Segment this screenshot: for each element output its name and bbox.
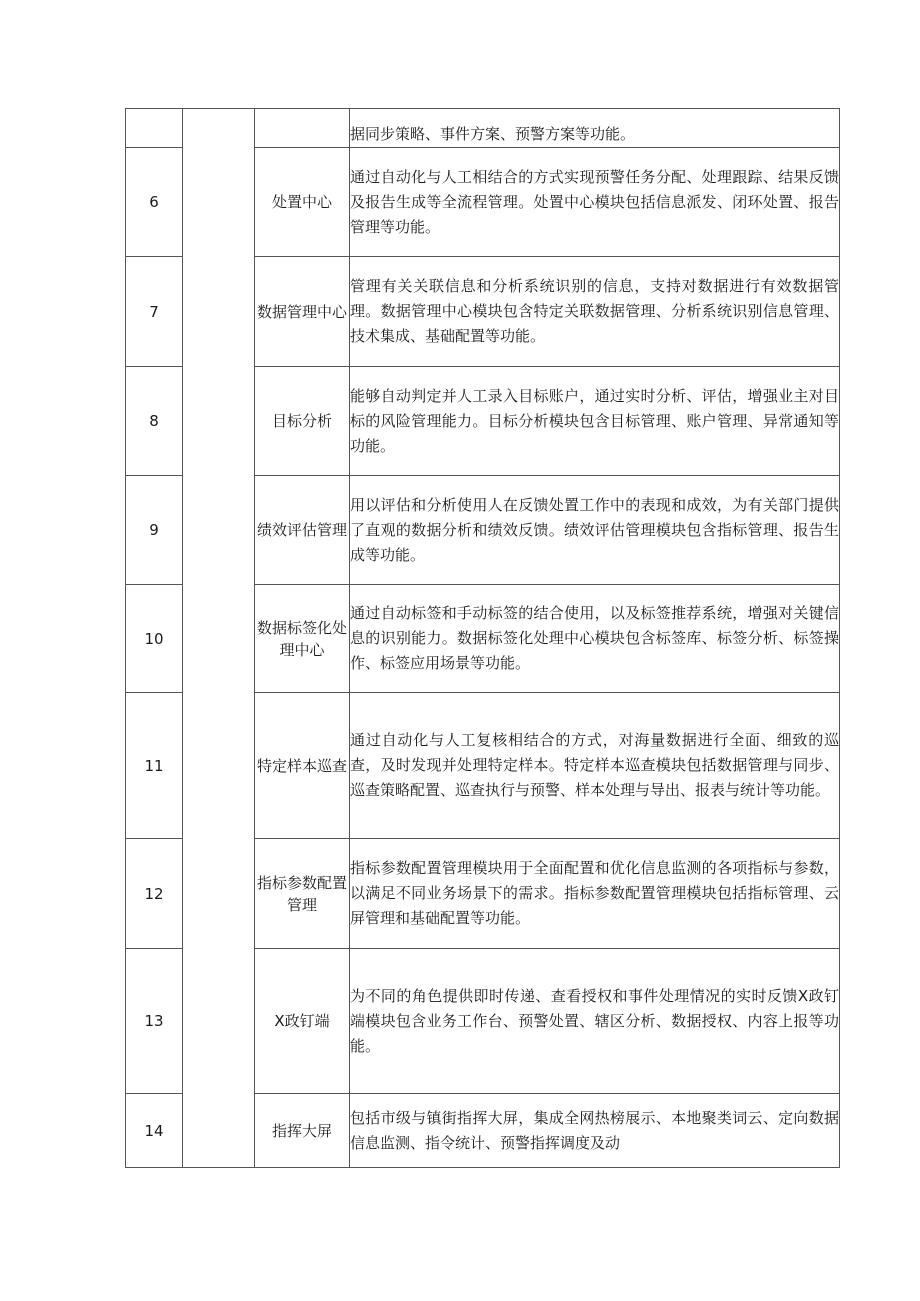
module-name: 指标参数配置管理 xyxy=(255,839,350,949)
module-description: 据同步策略、事件方案、预警方案等功能。 xyxy=(350,109,840,148)
row-number: 13 xyxy=(126,949,183,1094)
row-number: 12 xyxy=(126,839,183,949)
category-cell xyxy=(183,109,255,1168)
row-number xyxy=(126,109,183,148)
module-name xyxy=(255,109,350,148)
module-name: 数据管理中心 xyxy=(255,257,350,367)
module-name: 处置中心 xyxy=(255,148,350,257)
module-description: 指标参数配置管理模块用于全面配置和优化信息监测的各项指标与参数，以满足不同业务场景下的需求。指标参数配置管理模块包括指标管理、云屏管理和基础配置等功能。 xyxy=(350,839,840,949)
row-number: 7 xyxy=(126,257,183,367)
module-name: 绩效评估管理 xyxy=(255,476,350,585)
module-description: 通过自动化与人工相结合的方式实现预警任务分配、处理跟踪、结果反馈及报告生成等全流程管理。处置中心模块包括信息派发、闭环处置、报告管理等功能。 xyxy=(350,148,840,257)
row-number: 14 xyxy=(126,1094,183,1168)
module-description: 通过自动标签和手动标签的结合使用，以及标签推荐系统，增强对关键信息的识别能力。数据标签化处理中心模块包含标签库、标签分析、标签操作、标签应用场景等功能。 xyxy=(350,585,840,693)
module-table xyxy=(125,108,840,1168)
row-number: 11 xyxy=(126,693,183,839)
module-name: 数据标签化处理中心 xyxy=(255,585,350,693)
module-description: 用以评估和分析使用人在反馈处置工作中的表现和成效，为有关部门提供了直观的数据分析和绩效反馈。绩效评估管理模块包含指标管理、报告生成等功能。 xyxy=(350,476,840,585)
table-row xyxy=(126,109,840,148)
row-number: 10 xyxy=(126,585,183,693)
row-number: 9 xyxy=(126,476,183,585)
module-description: 包括市级与镇街指挥大屏，集成全网热榜展示、本地聚类词云、定向数据信息监测、指令统计、预警指挥调度及动 xyxy=(350,1094,840,1168)
row-number: 6 xyxy=(126,148,183,257)
module-description: 通过自动化与人工复核相结合的方式，对海量数据进行全面、细致的巡查，及时发现并处理特定样本。特定样本巡查模块包括数据管理与同步、巡查策略配置、巡查执行与预警、样本处理与导出、报表与统计等功能。 xyxy=(350,693,840,839)
module-description: 管理有关关联信息和分析系统识别的信息，支持对数据进行有效数据管理。数据管理中心模块包含特定关联数据管理、分析系统识别信息管理、技术集成、基础配置等功能。 xyxy=(350,257,840,367)
row-number: 8 xyxy=(126,367,183,476)
module-name: 指挥大屏 xyxy=(255,1094,350,1168)
module-name: 特定样本巡查 xyxy=(255,693,350,839)
module-name: 目标分析 xyxy=(255,367,350,476)
module-name: X政钉端 xyxy=(255,949,350,1094)
module-description: 为不同的角色提供即时传递、查看授权和事件处理情况的实时反馈X政钉端模块包含业务工作台、预警处置、辖区分析、数据授权、内容上报等功能。 xyxy=(350,949,840,1094)
module-description: 能够自动判定并人工录入目标账户，通过实时分析、评估，增强业主对目标的风险管理能力。目标分析模块包含目标管理、账户管理、异常通知等功能。 xyxy=(350,367,840,476)
